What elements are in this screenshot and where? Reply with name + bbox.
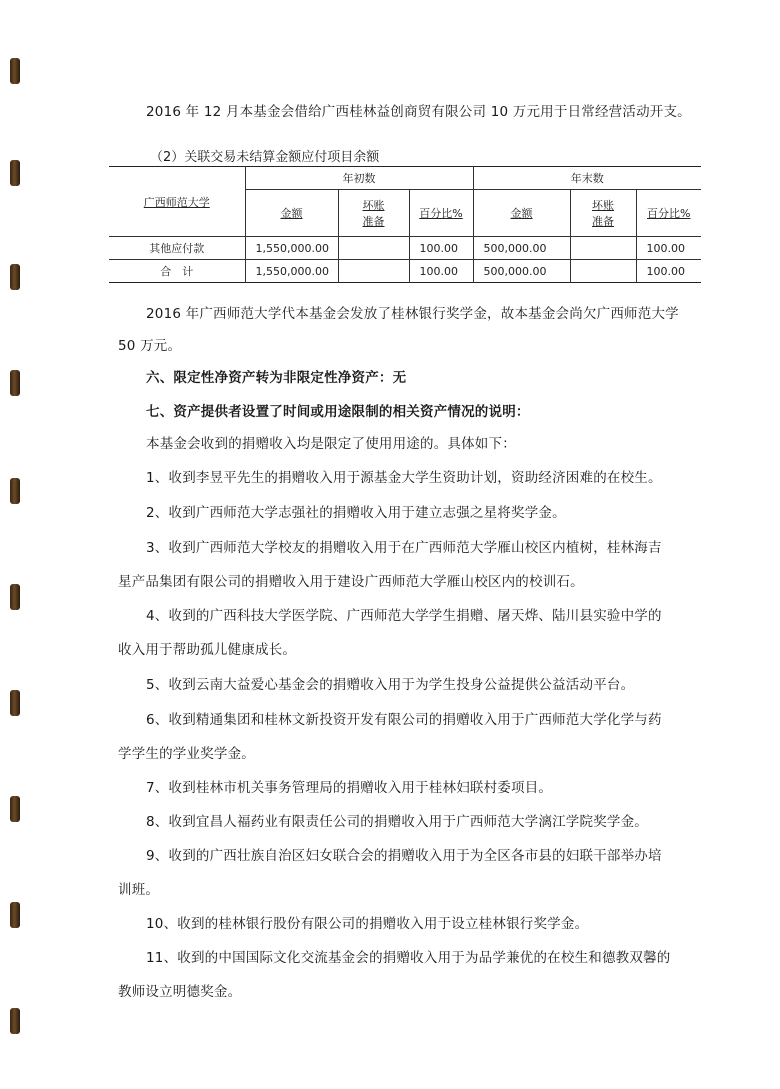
- list-item-continuation: 学学生的学业奖学金。: [118, 746, 255, 762]
- row-label: 其他应付款: [109, 237, 245, 260]
- list-item-continuation: 教师设立明德奖金。: [118, 984, 242, 1000]
- col-amount-begin: 金额: [280, 207, 303, 220]
- list-item: 9、收到的广西壮族自治区妇女联合会的捐赠收入用于为全区各市县的妇联干部举办培: [146, 848, 662, 864]
- list-item: 3、收到广西师范大学校友的捐赠收入用于在广西师范大学雁山校区内植树，桂林海吉: [146, 540, 662, 556]
- group-end-header: 年末数: [473, 167, 701, 190]
- begin-baddebt: [338, 260, 409, 283]
- list-item: 1、收到李昱平先生的捐赠收入用于源基金大学生资助计划，资助经济困难的在校生。: [146, 470, 662, 486]
- list-item: 4、收到的广西科技大学医学院、广西师范大学学生捐赠、屠天烨、陆川县实验中学的: [146, 608, 662, 624]
- end-percent: 100.00: [636, 237, 701, 260]
- begin-percent: 100.00: [409, 237, 473, 260]
- col-amount-begin-cell: [245, 190, 338, 237]
- section-heading-6: 六、限定性净资产转为非限定性净资产：无: [146, 370, 407, 386]
- party-header: 广西师范大学: [143, 195, 210, 209]
- list-item-continuation: 收入用于帮助孤儿健康成长。: [118, 642, 297, 658]
- table-header-row: [109, 167, 701, 190]
- intro-line: 2016 年 12 月本基金会借给广西桂林益创商贸有限公司 10 万元用于日常经营活动开支。: [146, 104, 691, 120]
- end-amount: 500,000.00: [473, 237, 570, 260]
- group-begin-header: 年初数: [245, 167, 473, 190]
- col-baddebt-end-1: 坏账: [592, 199, 614, 212]
- col-baddebt-begin-2: 准备: [362, 215, 385, 228]
- list-item-continuation: 星产品集团有限公司的捐赠收入用于建设广西师范大学雁山校区内的校训石。: [118, 574, 584, 590]
- list-item: 6、收到精通集团和桂林文新投资开发有限公司的捐赠收入用于广西师范大学化学与药: [146, 712, 662, 728]
- related-party-table: [109, 166, 701, 283]
- list-item: 8、收到宜昌人福药业有限责任公司的捐赠收入用于广西师范大学漓江学院奖学金。: [146, 814, 648, 830]
- begin-amount: 1,550,000.00: [245, 260, 338, 283]
- col-amount-end: 金额: [510, 207, 533, 220]
- col-baddebt-end-2: 准备: [592, 215, 614, 228]
- table-row: [109, 237, 701, 260]
- party-header-cell: [109, 167, 245, 237]
- col-percent-end: 百分比%: [647, 207, 691, 220]
- col-baddebt-begin-1: 坏账: [362, 199, 385, 212]
- end-amount: 500,000.00: [473, 260, 570, 283]
- col-amount-end-cell: [473, 190, 570, 237]
- col-percent-begin-cell: [409, 190, 473, 237]
- paragraph-line: 本基金会收到的捐赠收入均是限定了使用用途的。具体如下：: [146, 436, 516, 452]
- col-baddebt-end-cell: [570, 190, 636, 237]
- end-baddebt: [570, 237, 636, 260]
- end-percent: 100.00: [636, 260, 701, 283]
- paragraph-line: 50 万元。: [118, 338, 182, 354]
- paragraph-line: 2016 年广西师范大学代本基金会发放了桂林银行奖学金，故本基金会尚欠广西师范大学: [146, 306, 679, 322]
- begin-percent: 100.00: [409, 260, 473, 283]
- col-percent-end-cell: [636, 190, 701, 237]
- list-item: 7、收到桂林市机关事务管理局的捐赠收入用于桂林妇联村委项目。: [146, 780, 553, 796]
- table-title: （2）关联交易未结算金额应付项目余额: [150, 150, 380, 165]
- list-item: 11、收到的中国国际文化交流基金会的捐赠收入用于为品学兼优的在校生和德教双馨的: [146, 950, 671, 966]
- end-baddebt: [570, 260, 636, 283]
- list-item: 2、收到广西师范大学志强社的捐赠收入用于建立志强之星将奖学金。: [146, 505, 566, 521]
- row-label: 合 计: [109, 260, 245, 283]
- col-percent-begin: 百分比%: [419, 207, 463, 220]
- section-heading-7: 七、资产提供者设置了时间或用途限制的相关资产情况的说明：: [146, 404, 530, 420]
- list-item-continuation: 训班。: [118, 882, 160, 898]
- col-baddebt-begin-cell: [338, 190, 409, 237]
- table-row-total: [109, 260, 701, 283]
- list-item: 10、收到的桂林银行股份有限公司的捐赠收入用于设立桂林银行奖学金。: [146, 916, 589, 932]
- begin-amount: 1,550,000.00: [245, 237, 338, 260]
- begin-baddebt: [338, 237, 409, 260]
- list-item: 5、收到云南大益爱心基金会的捐赠收入用于为学生投身公益提供公益活动平台。: [146, 677, 635, 693]
